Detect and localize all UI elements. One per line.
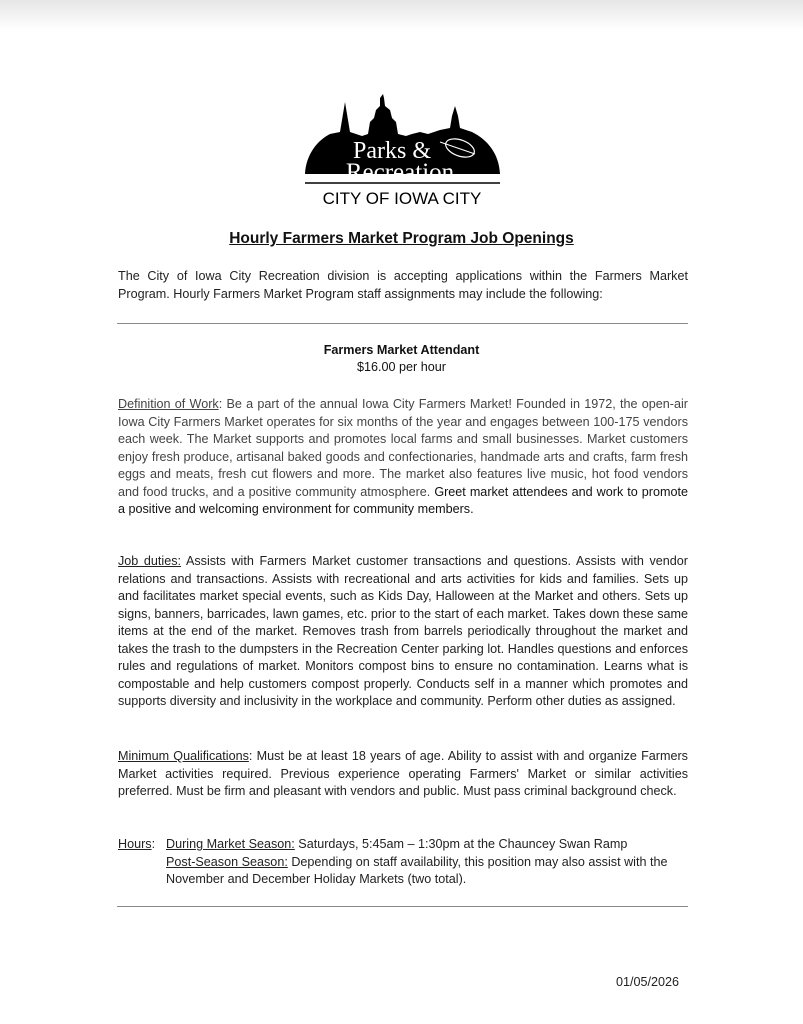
definition-text-emphasis: Greet market attendees and work to promote a positive and welcoming environment for community members. (118, 484, 688, 516)
hours-label: Hours (118, 837, 152, 851)
qualifications-text: Must be at least 18 years of age. Ability to assist with and organize Farmers Market activities required. Previous experience operating Farmers' Market or similar activities preferred. Must be firm and pleasant with vendors and public. Must pass criminal background check. (118, 749, 688, 798)
post-season-text: Depending on staff availability, this position may also assist with the November and December Holiday Markets (two total). (166, 854, 668, 886)
season-label: During Market Season: (166, 837, 295, 851)
hours-season (166, 836, 688, 854)
duties-text: Assists with Farmers Market customer transactions and questions. Assists with vendor relations and transactions. Assists with recreational and arts activities for kids and families. Sets up and facilitates market special events, such as Kids Day, Halloween at the Market and others. Sets up signs, banners, barricades, lawn games, etc. prior to the start of each market. Takes down these same items at the end of the market. Removes trash from barrels periodically throughout the market and takes the trash to the dumpsters in the Recreation Center parking lot. Handles questions and enforces rules and regulations of market. Monitors compost bins to ensure no contamination. Learns what is compostable and help customers compost properly. Conducts self in a manner which promotes and supports diversity and inclusivity in the workplace and community. Perform other duties as assigned. (118, 554, 688, 708)
logo-line2: Recreation (345, 159, 455, 186)
duties-paragraph (118, 553, 688, 711)
document-date: 01/05/2026 (616, 975, 680, 989)
parks-recreation-logo (300, 92, 505, 217)
flag-icon (383, 92, 390, 94)
logo-line3: CITY OF IOWA CITY (322, 189, 482, 208)
definition-paragraph: Definition of Work: Be a part of the annual Iowa City Farmers Market! Founded in 1972, the open-air Iowa City Farmers Market operates for six months of the year and engages between 100-175 vendors each week. The Market supports and promotes local farms and small businesses. Market customers enjoy fresh produce, artisanal baked goods and confectionaries, handmade arts and crafts, farm fresh eggs and meats, fresh cut flowers and more. The market also features live music, hot food vendors and food trucks, and a positive community atmosphere. Greet market attendees and work to promote a positive and welcoming environment for community members. (118, 397, 688, 516)
definition-text: Be a part of the annual Iowa City Farmers Market! Founded in 1972, the open-air Iowa City Farmers Market operates for six months of the year and engages between 100-175 vendors each week. The Market supports and promotes local farms and small businesses. Market customers enjoy fresh produce, artisanal baked goods and confectionaries, handmade arts and crafts, farm fresh eggs and meats, fresh cut flowers and more. The market also features live music, hot food vendors and food trucks, and a positive community atmosphere. (118, 397, 688, 499)
season-text: Saturdays, 5:45am – 1:30pm at the Chauncey Swan Ramp (294, 837, 628, 851)
duties-label: Job duties: (118, 554, 182, 568)
qualifications-paragraph: Minimum Qualifications: Must be at least 18 years of age. Ability to assist with and organize Farmers Market activities required. Previous experience operating Farmers' Market or similar activities preferred. Must be firm and pleasant with vendors and public. Must pass criminal background check. (118, 749, 688, 798)
definition-label: Definition of Work (118, 397, 219, 411)
position-pay: $16.00 per hour (357, 360, 446, 374)
divider-bottom (117, 906, 688, 907)
page-top-shadow (0, 0, 803, 30)
qualifications-label: Minimum Qualifications (118, 749, 249, 763)
post-season-label: Post-Season Season: (166, 854, 288, 869)
intro-paragraph: The City of Iowa City Recreation division is accepting applications within the Farmers Market Program. Hourly Farmers Market Program staff assignments may include the following: (118, 269, 688, 301)
logo-line1: Parks & (353, 138, 431, 164)
position-name: Farmers Market Attendant (323, 343, 480, 357)
divider-top (117, 323, 688, 324)
hours-post-season (166, 854, 688, 889)
page-title: Hourly Farmers Market Program Job Openings (229, 230, 574, 247)
position-header (0, 342, 803, 376)
